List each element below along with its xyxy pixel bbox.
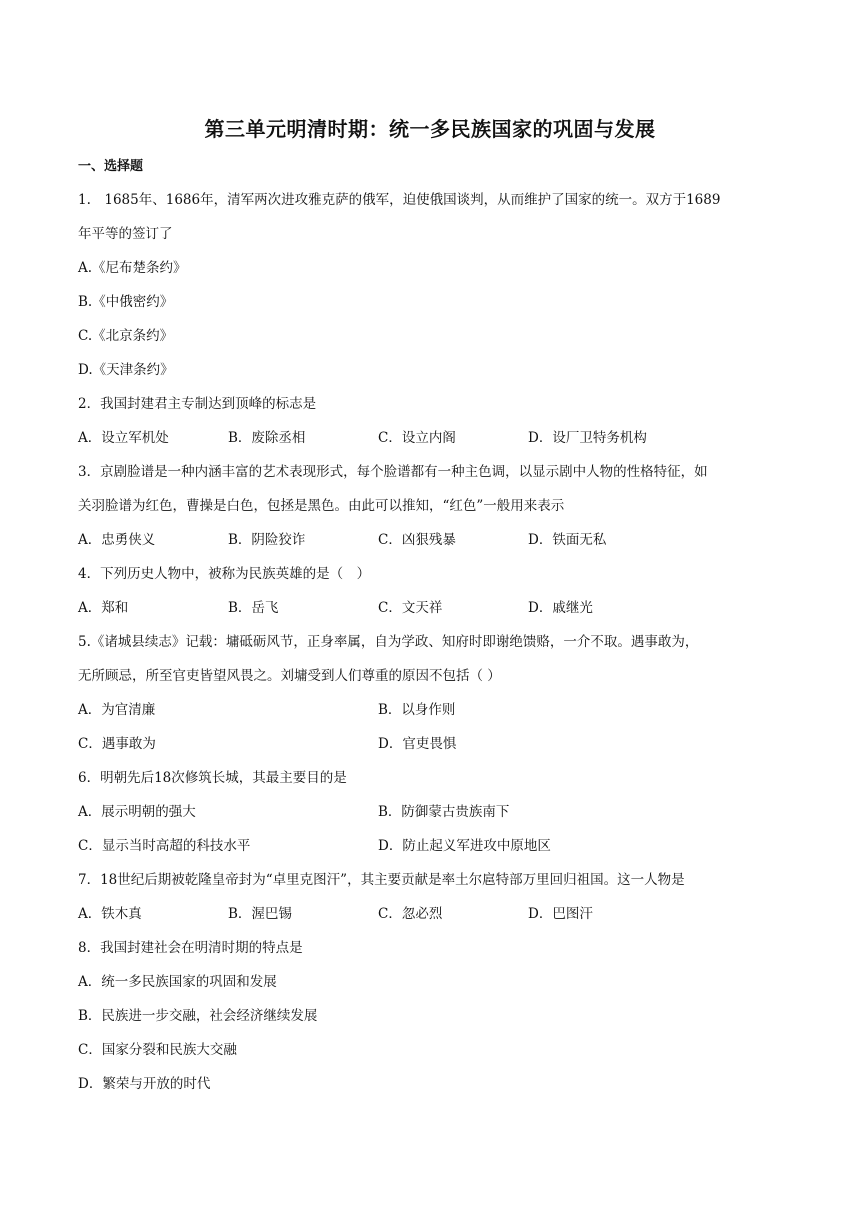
question-4-option-a: A．郑和 [78, 600, 129, 616]
question-3-stem-line-2: 关羽脸谱为红色，曹操是白色，包拯是黑色。由此可以推知，“红色”一般用来表示 [78, 498, 565, 514]
question-8-option-d: D．繁荣与开放的时代 [78, 1076, 211, 1092]
section-heading: 一、选择题 [78, 159, 144, 174]
question-5-option-b: B．以身作则 [378, 702, 456, 718]
question-4-option-d: D．戚继光 [528, 600, 593, 616]
question-4-option-c: C．文天祥 [378, 600, 443, 616]
question-3-option-a: A．忠勇侠义 [78, 532, 156, 548]
question-7-option-c: C．忽必烈 [378, 906, 443, 922]
question-6-option-d: D．防止起义军进攻中原地区 [378, 838, 551, 854]
question-4-stem: 4．下列历史人物中，被称为民族英雄的是（ ） [78, 566, 371, 582]
question-1-option-a: A.《尼布楚条约》 [78, 260, 187, 276]
question-8-option-b: B．民族进一步交融，社会经济继续发展 [78, 1008, 318, 1024]
question-5-option-c: C．遇事敢为 [78, 736, 156, 752]
question-2-option-a: A．设立军机处 [78, 430, 169, 446]
question-7-stem: 7．18世纪后期被乾隆皇帝封为“卓里克图汗”，其主要贡献是率土尔扈特部万里回归祖国。这一人物是 [78, 872, 685, 888]
question-6-stem: 6．明朝先后18次修筑长城，其最主要目的是 [78, 770, 347, 786]
page-title: 第三单元明清时期：统一多民族国家的巩固与发展 [204, 117, 656, 141]
question-8-option-a: A．统一多民族国家的巩固和发展 [78, 974, 277, 990]
question-1-option-b: B.《中俄密约》 [78, 294, 174, 310]
question-3-stem-line-1: 3．京剧脸谱是一种内涵丰富的艺术表现形式，每个脸谱都有一种主色调，以显示剧中人物的性格特征，如 [78, 464, 708, 480]
question-1-option-c: C.《北京条约》 [78, 328, 174, 344]
question-8-option-c: C．国家分裂和民族大交融 [78, 1042, 237, 1058]
question-5-option-d: D．官吏畏惧 [378, 736, 457, 752]
question-3-option-c: C．凶狠残暴 [378, 532, 456, 548]
question-2-option-b: B．废除丞相 [228, 430, 306, 446]
question-5-stem-line-1: 5.《诸城县续志》记载：墉砥砺风节，正身率属，自为学政、知府时即谢绝馈赂，一介不取。遇事敢为， [78, 634, 699, 650]
question-4-option-b: B．岳飞 [228, 600, 279, 616]
question-1-option-d: D.《天津条约》 [78, 362, 174, 378]
question-1-stem-line-2: 年平等的签订了 [78, 226, 173, 242]
question-1-stem-line-1: 1. 1685年、1686年，清军两次进攻雅克萨的俄军，迫使俄国谈判，从而维护了国家的统一。双方于1689 [78, 192, 721, 208]
question-7-option-a: A．铁木真 [78, 906, 142, 922]
question-3-option-b: B．阴险狡诈 [228, 532, 306, 548]
question-6-option-c: C．显示当时高超的科技水平 [78, 838, 251, 854]
question-6-option-b: B．防御蒙古贵族南下 [378, 804, 510, 820]
question-7-option-d: D．巴图汗 [528, 906, 593, 922]
question-2-option-c: C．设立内阁 [378, 430, 456, 446]
question-5-stem-line-2: 无所顾忌，所至官吏皆望风畏之。刘墉受到人们尊重的原因不包括（ ） [78, 668, 501, 684]
question-6-option-a: A．展示明朝的强大 [78, 804, 196, 820]
question-2-option-d: D．设厂卫特务机构 [528, 430, 647, 446]
question-5-option-a: A．为官清廉 [78, 702, 156, 718]
question-7-option-b: B．渥巴锡 [228, 906, 292, 922]
question-2-stem: 2．我国封建君主专制达到顶峰的标志是 [78, 396, 317, 412]
question-3-option-d: D．铁面无私 [528, 532, 607, 548]
question-8-stem: 8．我国封建社会在明清时期的特点是 [78, 940, 303, 956]
